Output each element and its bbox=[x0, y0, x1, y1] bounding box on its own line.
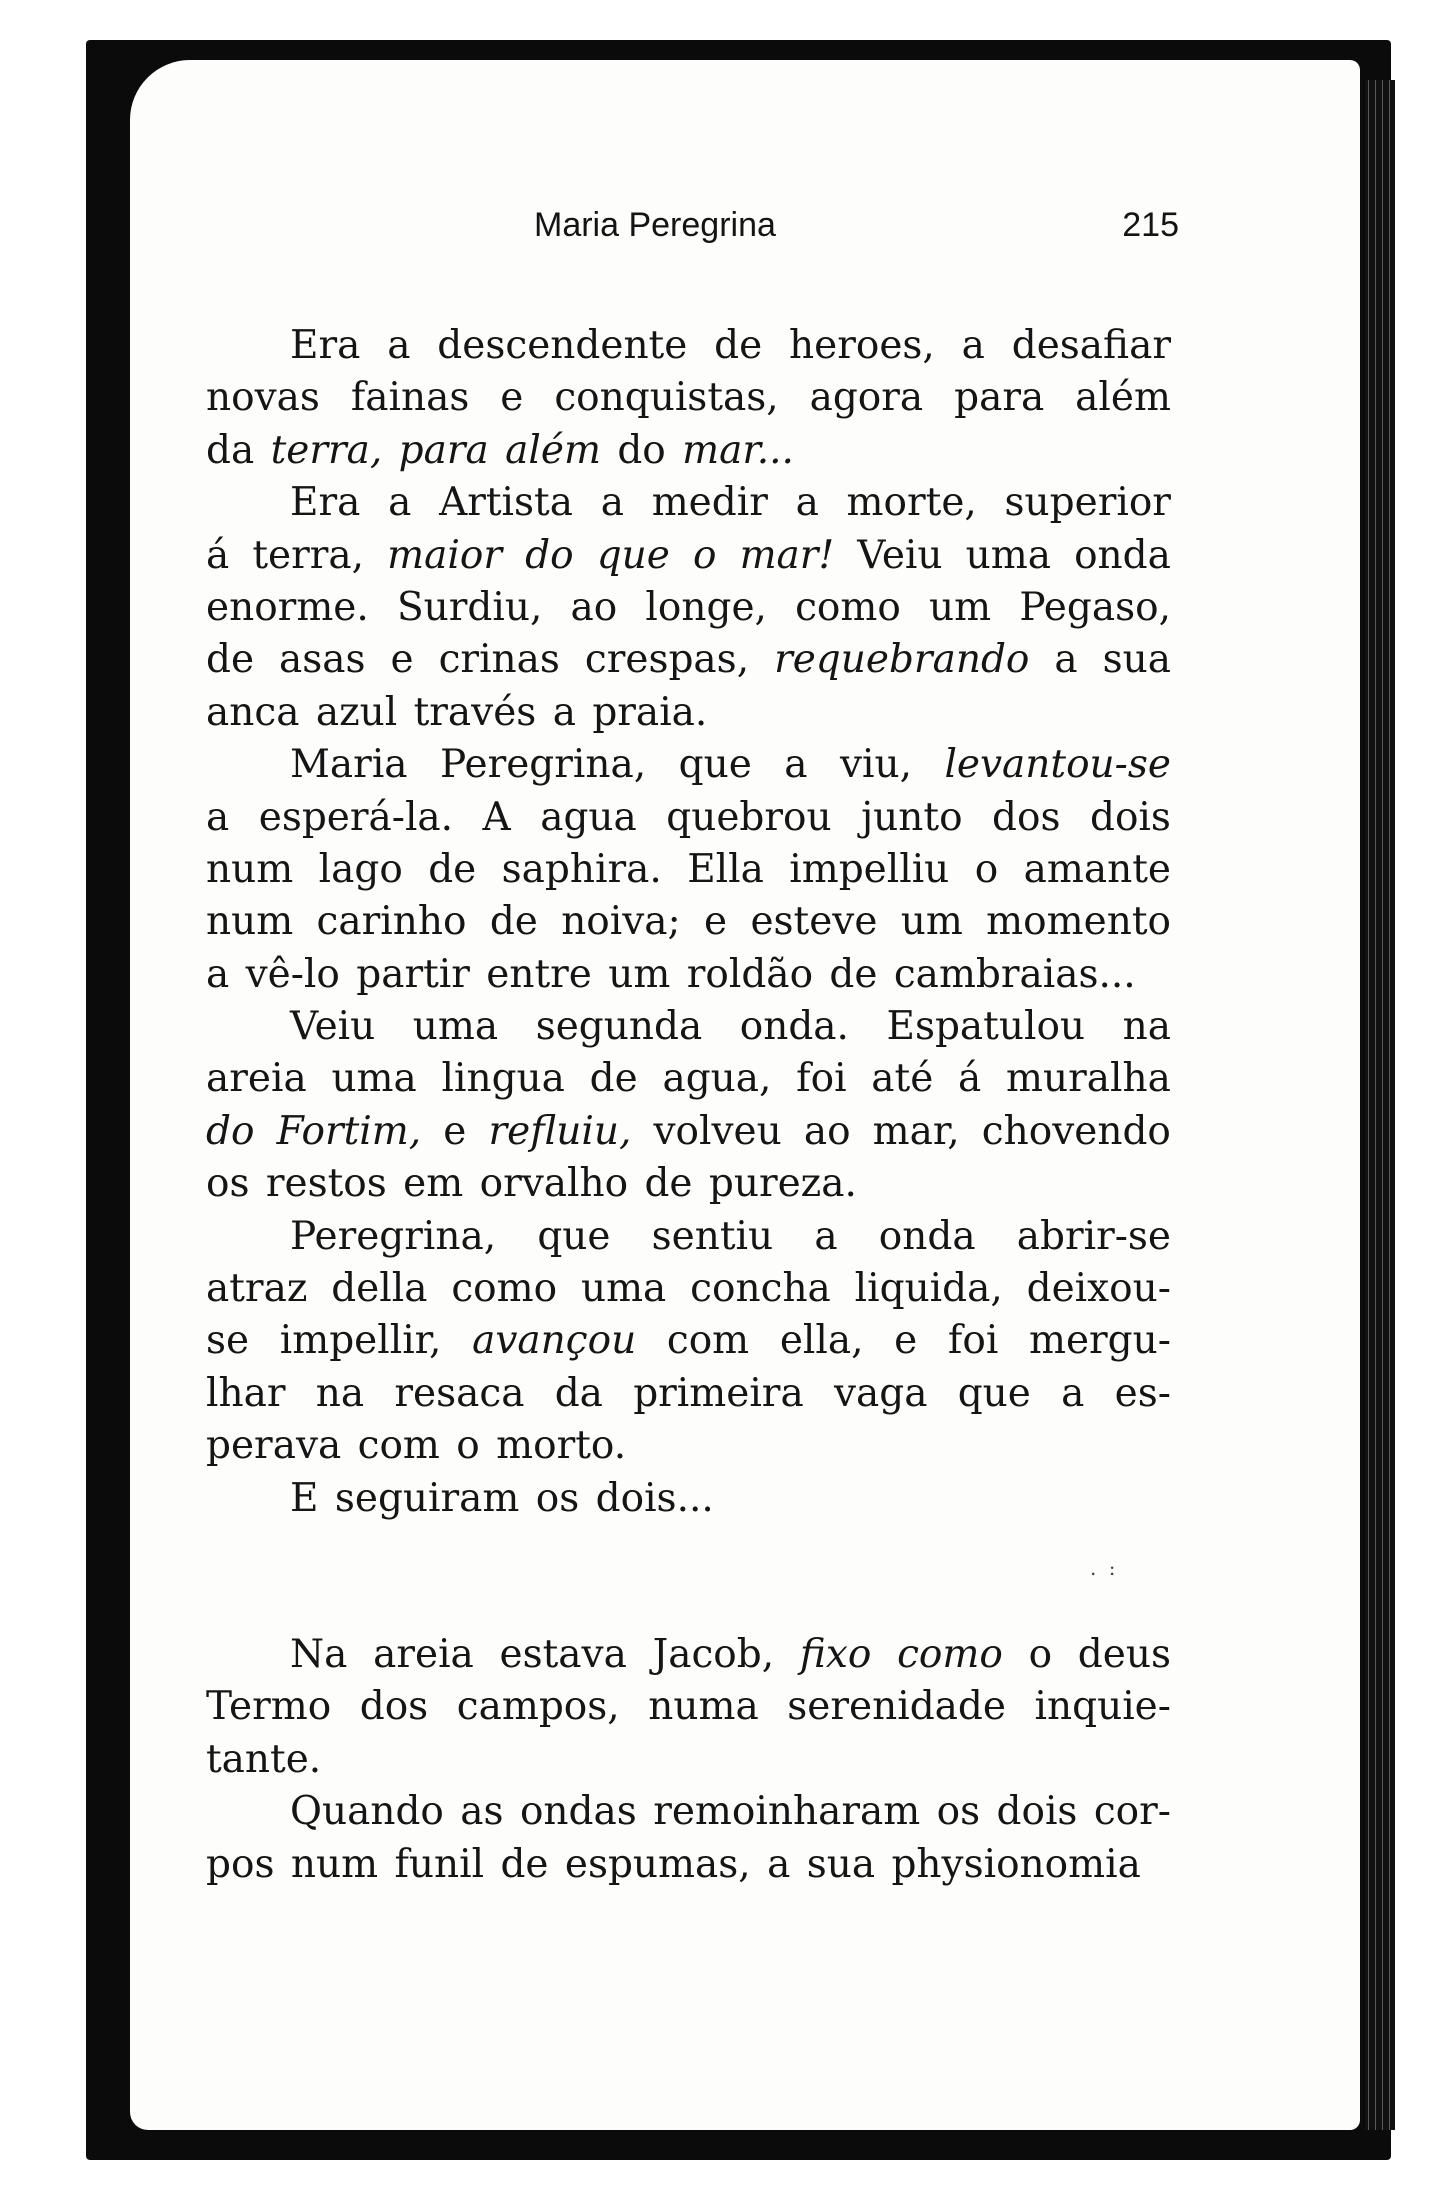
word: num bbox=[290, 1841, 379, 1887]
word: com bbox=[666, 1318, 750, 1364]
word: dos bbox=[359, 1684, 429, 1730]
word: dois bbox=[996, 1789, 1078, 1835]
word: abrir-se bbox=[1016, 1213, 1171, 1259]
word: requebrando bbox=[774, 637, 1030, 683]
text-line bbox=[206, 320, 1171, 372]
word: o bbox=[974, 846, 999, 892]
word: terra, bbox=[252, 532, 365, 578]
word: medir bbox=[651, 480, 768, 526]
text-line bbox=[206, 739, 1171, 791]
word: crespas, bbox=[584, 637, 750, 683]
word: em bbox=[403, 1161, 464, 1207]
paragraph bbox=[206, 1001, 1171, 1211]
word: fixo bbox=[799, 1631, 872, 1677]
word: de bbox=[489, 899, 538, 945]
word: es- bbox=[1114, 1370, 1171, 1416]
word: para bbox=[398, 427, 489, 473]
word: de bbox=[829, 951, 878, 997]
word: a bbox=[206, 794, 230, 840]
word: Peregrina, bbox=[440, 742, 647, 788]
text-line bbox=[206, 1315, 1171, 1367]
word: Jacob, bbox=[652, 1631, 775, 1677]
word: orvalho bbox=[479, 1161, 629, 1207]
running-title: Maria Peregrina bbox=[534, 206, 776, 244]
word: e bbox=[704, 899, 728, 945]
word: volveu bbox=[653, 1108, 782, 1154]
word: cor- bbox=[1093, 1789, 1171, 1835]
word: que bbox=[596, 532, 670, 578]
word: na bbox=[315, 1370, 365, 1416]
word: Termo bbox=[206, 1684, 332, 1730]
word: agora bbox=[809, 375, 924, 421]
word: da bbox=[554, 1370, 603, 1416]
word: Surdiu, bbox=[396, 584, 543, 630]
word: chovendo bbox=[981, 1108, 1171, 1154]
text-line bbox=[206, 1734, 1171, 1786]
word: a bbox=[961, 323, 985, 368]
word: a bbox=[1061, 1370, 1085, 1416]
text-line bbox=[206, 949, 1171, 1001]
section-break bbox=[206, 1525, 1171, 1629]
text-line bbox=[206, 582, 1171, 634]
word: atraz bbox=[206, 1266, 308, 1312]
word: a bbox=[795, 480, 819, 526]
word: quebrou bbox=[666, 794, 832, 840]
word: sua bbox=[1102, 637, 1171, 683]
word: junto bbox=[861, 794, 963, 840]
word: na bbox=[1122, 1004, 1171, 1050]
word: E bbox=[290, 1475, 319, 1521]
word: para bbox=[954, 375, 1045, 421]
paragraph bbox=[206, 1473, 1171, 1525]
word: Ella bbox=[687, 846, 764, 892]
text-line bbox=[206, 1211, 1171, 1263]
word: seguiram bbox=[334, 1475, 520, 1521]
word: anca bbox=[206, 689, 300, 735]
text-line bbox=[206, 1263, 1171, 1315]
word: muralha bbox=[1006, 1056, 1171, 1102]
word: além bbox=[1075, 375, 1171, 421]
word: Veiu bbox=[290, 1004, 376, 1050]
ink-speck: . : bbox=[1090, 1556, 1119, 1580]
word: areia bbox=[373, 1631, 474, 1677]
word: della bbox=[331, 1266, 428, 1312]
word: mergu- bbox=[1028, 1318, 1171, 1364]
word: de bbox=[428, 846, 477, 892]
word: o bbox=[692, 532, 717, 578]
word: do bbox=[206, 1108, 255, 1154]
word: sua bbox=[806, 1841, 876, 1887]
word: esteve bbox=[750, 899, 878, 945]
word: deus bbox=[1077, 1631, 1171, 1677]
book-spine bbox=[1365, 80, 1395, 2130]
word: de bbox=[589, 1056, 638, 1102]
text-line bbox=[206, 372, 1171, 424]
word: longe, bbox=[645, 584, 767, 630]
word: concha bbox=[690, 1266, 831, 1312]
word: de bbox=[714, 323, 763, 368]
word: Pegaso, bbox=[1019, 584, 1171, 630]
word: lingua bbox=[441, 1056, 565, 1102]
text-line bbox=[206, 1681, 1171, 1733]
text-line bbox=[206, 1158, 1171, 1210]
word: conquistas, bbox=[554, 375, 779, 421]
word: pos bbox=[206, 1841, 275, 1887]
word: onda bbox=[1074, 532, 1171, 578]
text-line bbox=[206, 1106, 1171, 1158]
word: esperá-la. bbox=[258, 794, 454, 840]
paragraph bbox=[206, 1211, 1171, 1473]
word: dos bbox=[992, 794, 1061, 840]
text-line bbox=[206, 1001, 1171, 1053]
word: partir bbox=[356, 951, 470, 997]
word: uma bbox=[965, 532, 1051, 578]
word: Era bbox=[290, 323, 361, 368]
word: carinho bbox=[316, 899, 467, 945]
word: deixou- bbox=[1026, 1266, 1171, 1312]
word: dois bbox=[1089, 794, 1171, 840]
word: entre bbox=[486, 951, 592, 997]
word: ao bbox=[570, 584, 618, 630]
word: heroes, bbox=[789, 323, 935, 368]
word: levantou-se bbox=[944, 742, 1171, 788]
word: serenidade bbox=[787, 1684, 1006, 1730]
word: e bbox=[500, 375, 524, 421]
word: Peregrina, bbox=[290, 1213, 497, 1259]
word: ao bbox=[803, 1108, 851, 1154]
word: a bbox=[767, 1841, 791, 1887]
word: mar! bbox=[739, 532, 835, 578]
word: a bbox=[387, 323, 411, 368]
word: areia bbox=[206, 1056, 307, 1102]
word: viu, bbox=[839, 742, 912, 788]
word: Era bbox=[290, 480, 361, 526]
word: se bbox=[206, 1318, 250, 1364]
word: terra, bbox=[270, 427, 383, 473]
word: enorme. bbox=[206, 584, 369, 630]
word: vaga bbox=[833, 1370, 928, 1416]
word: numa bbox=[648, 1684, 759, 1730]
word: como bbox=[795, 584, 901, 630]
word: num bbox=[206, 846, 294, 892]
word: á bbox=[958, 1056, 982, 1102]
word: num bbox=[206, 899, 294, 945]
word: impelliu bbox=[789, 846, 950, 892]
word: e bbox=[443, 1108, 467, 1154]
text-line bbox=[206, 477, 1171, 529]
word: que bbox=[957, 1370, 1031, 1416]
word: foi bbox=[947, 1318, 999, 1364]
word: descendente bbox=[437, 323, 688, 368]
word: de bbox=[644, 1161, 693, 1207]
word: a bbox=[814, 1213, 838, 1259]
word: tante. bbox=[206, 1736, 322, 1782]
text-line bbox=[206, 792, 1171, 844]
paragraph bbox=[206, 477, 1171, 739]
word: onda. bbox=[739, 1004, 849, 1050]
word: os bbox=[206, 1161, 250, 1207]
word: remoinharam bbox=[653, 1789, 921, 1835]
word: as bbox=[460, 1789, 504, 1835]
word: de bbox=[500, 1841, 549, 1887]
word: um bbox=[929, 584, 992, 630]
word: á bbox=[206, 532, 230, 578]
word: que bbox=[537, 1213, 611, 1259]
word: do bbox=[525, 532, 574, 578]
word: momento bbox=[986, 899, 1171, 945]
text-line bbox=[206, 1473, 1171, 1525]
text-line bbox=[206, 530, 1171, 582]
word: a bbox=[552, 689, 576, 735]
word: pureza. bbox=[708, 1161, 857, 1207]
word: da bbox=[206, 427, 255, 473]
word: primeira bbox=[633, 1370, 804, 1416]
word: mar, bbox=[872, 1108, 960, 1154]
word: impellir, bbox=[279, 1318, 442, 1364]
text-line bbox=[206, 844, 1171, 896]
word: través bbox=[413, 689, 537, 735]
word: A bbox=[482, 794, 511, 840]
text-line bbox=[206, 1420, 1171, 1472]
text-line bbox=[206, 1053, 1171, 1105]
word: o bbox=[1028, 1631, 1053, 1677]
word: além bbox=[505, 427, 601, 473]
text-line bbox=[206, 896, 1171, 948]
word: do bbox=[617, 427, 666, 473]
word: segunda bbox=[535, 1004, 703, 1050]
word: campos, bbox=[456, 1684, 620, 1730]
word: uma bbox=[331, 1056, 417, 1102]
word: e bbox=[390, 637, 414, 683]
word: fainas bbox=[350, 375, 470, 421]
word: espumas, bbox=[564, 1841, 751, 1887]
paragraph bbox=[206, 1629, 1171, 1786]
text-line bbox=[206, 1368, 1171, 1420]
page-header bbox=[534, 206, 1179, 250]
word: Artista bbox=[439, 480, 573, 526]
word: Quando bbox=[290, 1789, 444, 1835]
text-line bbox=[206, 1629, 1171, 1681]
text-line bbox=[206, 687, 1171, 739]
word: vê-lo bbox=[245, 951, 340, 997]
paragraph bbox=[206, 320, 1171, 477]
word: uma bbox=[412, 1004, 499, 1050]
word: a bbox=[388, 480, 412, 526]
word: azul bbox=[315, 689, 398, 735]
word: Veiu bbox=[857, 532, 943, 578]
word: resaca bbox=[394, 1370, 525, 1416]
word: roldão bbox=[686, 951, 814, 997]
word: os bbox=[535, 1475, 580, 1521]
word: até bbox=[871, 1056, 934, 1102]
word: novas bbox=[206, 375, 320, 421]
page-number: 215 bbox=[1122, 206, 1179, 244]
word: um bbox=[900, 899, 963, 945]
word: noiva; bbox=[561, 899, 681, 945]
word: ondas bbox=[519, 1789, 637, 1835]
word: lago bbox=[318, 846, 403, 892]
word: refluiu, bbox=[488, 1108, 632, 1154]
word: de bbox=[206, 637, 255, 683]
word: como bbox=[897, 1631, 1003, 1677]
word: a bbox=[1054, 637, 1078, 683]
word: crinas bbox=[438, 637, 560, 683]
text-line bbox=[206, 1786, 1171, 1838]
word: cambraias... bbox=[893, 951, 1136, 997]
word: mar... bbox=[682, 427, 794, 473]
body-text bbox=[206, 320, 1171, 1891]
word: uma bbox=[580, 1266, 667, 1312]
word: Espatulou bbox=[886, 1004, 1086, 1050]
word: morte, bbox=[846, 480, 977, 526]
word: perava bbox=[206, 1423, 342, 1469]
word: onda bbox=[878, 1213, 976, 1259]
word: amante bbox=[1023, 846, 1171, 892]
paragraph bbox=[206, 1786, 1171, 1891]
word: a bbox=[784, 742, 808, 788]
word: desafiar bbox=[1011, 323, 1171, 368]
word: a bbox=[600, 480, 624, 526]
word: que bbox=[678, 742, 752, 788]
word: Fortim, bbox=[276, 1108, 422, 1154]
word: o bbox=[456, 1423, 480, 1469]
word: a bbox=[206, 951, 230, 997]
word: agua bbox=[540, 794, 637, 840]
word: foi bbox=[796, 1056, 847, 1102]
word: funil bbox=[394, 1841, 485, 1887]
word: lhar bbox=[206, 1370, 286, 1416]
word: liquida, bbox=[854, 1266, 1003, 1312]
word: sentiu bbox=[651, 1213, 774, 1259]
word: ella, bbox=[779, 1318, 864, 1364]
word: superior bbox=[1004, 480, 1171, 526]
word: praia. bbox=[592, 689, 708, 735]
word: maior bbox=[387, 532, 503, 578]
text-line bbox=[206, 425, 1171, 477]
word: morto. bbox=[496, 1423, 627, 1469]
word: Maria bbox=[290, 742, 408, 788]
text-line bbox=[206, 1839, 1171, 1891]
word: com bbox=[357, 1423, 440, 1469]
paragraph bbox=[206, 739, 1171, 1001]
word: saphira. bbox=[501, 846, 662, 892]
word: agua, bbox=[662, 1056, 772, 1102]
word: como bbox=[451, 1266, 558, 1312]
word: dois... bbox=[595, 1475, 714, 1521]
word: os bbox=[936, 1789, 981, 1835]
word: um bbox=[608, 951, 671, 997]
word: physionomia bbox=[891, 1841, 1141, 1887]
word: asas bbox=[279, 637, 366, 683]
word: Na bbox=[290, 1631, 348, 1677]
word: inquie- bbox=[1034, 1684, 1171, 1730]
word: avançou bbox=[472, 1318, 637, 1364]
text-line bbox=[206, 634, 1171, 686]
word: estava bbox=[499, 1631, 627, 1677]
word: restos bbox=[265, 1161, 387, 1207]
word: e bbox=[894, 1318, 918, 1364]
